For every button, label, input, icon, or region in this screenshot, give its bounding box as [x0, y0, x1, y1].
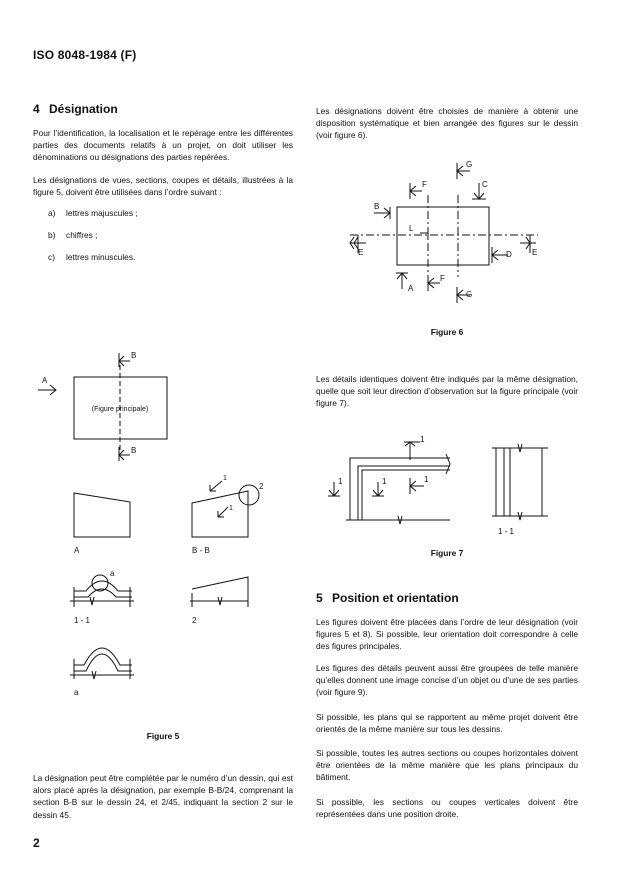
section-5-paragraph: Si possible, toutes les autres sections ou coupes horizontales doivent être orientées de la même manière que les plans principaux du bâtiment.	[316, 748, 578, 783]
list-item	[48, 252, 135, 263]
list-text: lettres majuscules ;	[66, 208, 138, 218]
figure-6-label-L: L	[409, 224, 414, 233]
figure-6-label-E-right: E	[532, 248, 538, 257]
section-4-number: 4	[33, 102, 40, 116]
figure-7-caption: Figure 7	[430, 548, 464, 558]
figure-7-label-1a: 1	[420, 435, 425, 444]
page-number: 2	[33, 836, 40, 850]
figure-5-section-1-1-label: 1 - 1	[74, 616, 91, 625]
section-5-heading	[316, 591, 459, 605]
section-4-title: Désignation	[49, 102, 118, 116]
figure-5-label-B-bottom: B	[131, 446, 137, 455]
figure-6-label-F-bottom: F	[440, 274, 445, 283]
figure-6-label-F-top: F	[422, 180, 427, 189]
figure-5-section-2-label: 2	[192, 616, 197, 625]
figure-5-view-BB-label: B - B	[192, 546, 210, 555]
figure-5-detail-a: a	[110, 569, 115, 578]
section-5-paragraph: Si possible, les plans qui se rapportent au même projet doivent être orientés de la même manière sur tous les dessins.	[316, 712, 578, 735]
figure-5-label-B-top: B	[131, 351, 137, 360]
list-marker: a)	[48, 208, 56, 218]
figure-6-main-rect	[397, 207, 489, 265]
figure-5-view-A-label: A	[74, 546, 80, 555]
section-5-title: Position et orientation	[332, 591, 459, 605]
figure-5-detail-1a: 1	[223, 475, 227, 482]
figure-6-drawing	[340, 155, 560, 305]
section-4-heading	[33, 102, 118, 116]
figure-5-detail-1b: 1	[229, 505, 233, 512]
figure-6-label-C: C	[482, 180, 488, 189]
figure-5-main-label: (Figure principale)	[91, 406, 149, 413]
figure-5-drawing	[30, 345, 300, 715]
section-4-paragraph-2: Les désignations de vues, sections, coupes et détails, illustrées à la figure 5, doivent être utilisées dans l’ordre suivant :	[33, 175, 293, 198]
section-5-number: 5	[316, 591, 323, 605]
figure-6-label-G-top: G	[466, 160, 473, 169]
list-item	[48, 230, 98, 241]
figure-6-label-D: D	[506, 250, 512, 259]
figure-6-label-B: B	[374, 202, 380, 211]
figure-5-detail-2: 2	[259, 482, 264, 491]
left-paragraph-3: La désignation peut être complétée par le numéro d’un dessin, qui est alors placé après la désignation, par exemple B-B/24, comprenant la section B-B sur le dessin 24, et 2/45, indiquant la section 2 sur le dessin 45.	[33, 773, 293, 820]
list-marker: c)	[48, 252, 55, 262]
section-5-paragraph: Les figures des détails peuvent aussi être groupées de telle manière qu’elles donnent une image concise d’un objet ou d’une de ses parties (voir figure 9).	[316, 663, 578, 698]
section-4-paragraph-1: Pour l’identification, la localisation et le repérage entre les différentes parties des documents relatifs à un projet, on doit utiliser les dénominations ou désignations des parties repérées.	[33, 128, 293, 163]
figure-6-caption: Figure 6	[430, 327, 464, 337]
figure-5-detail-a-label: a	[74, 688, 79, 697]
section-5-paragraph: Si possible, les sections ou coupes verticales doivent être représentées dans une position droite.	[316, 797, 578, 820]
figure-5-label-A: A	[42, 376, 48, 385]
right-paragraph-2: Les détails identiques doivent être indiqués par la même désignation, quelle que soit leur direction d’observation sur la figure principale (voir figure 7).	[316, 374, 578, 409]
figure-5-view-A	[74, 493, 130, 537]
section-5-paragraph: Les figures doivent être placées dans l’ordre de leur désignation (voir figures 5 et 8). Si possible, leur orientation doit correspondre à celle des figures principales.	[316, 617, 578, 652]
figure-7-section-label: 1 - 1	[498, 527, 515, 536]
figure-5-caption: Figure 5	[146, 731, 180, 741]
figure-7-label-1b: 1	[338, 477, 343, 486]
right-paragraph-1: Les désignations doivent être choisies de manière à obtenir une disposition systématique et bien arrangée des figures sur le dessin (voir figure 6).	[316, 106, 578, 141]
document-header: ISO 8048-1984 (F)	[33, 48, 137, 62]
list-item	[48, 208, 138, 219]
list-text: chiffres ;	[66, 230, 98, 240]
figure-7-label-1c: 1	[382, 477, 387, 486]
figure-7-label-1d: 1	[424, 475, 429, 484]
figure-6-label-G-bottom: G	[466, 290, 473, 299]
figure-6-label-A: A	[408, 284, 414, 293]
figure-7-drawing	[320, 430, 560, 540]
list-text: lettres minuscules.	[66, 252, 136, 262]
figure-6-label-E-left: E	[358, 248, 364, 257]
list-marker: b)	[48, 230, 56, 240]
